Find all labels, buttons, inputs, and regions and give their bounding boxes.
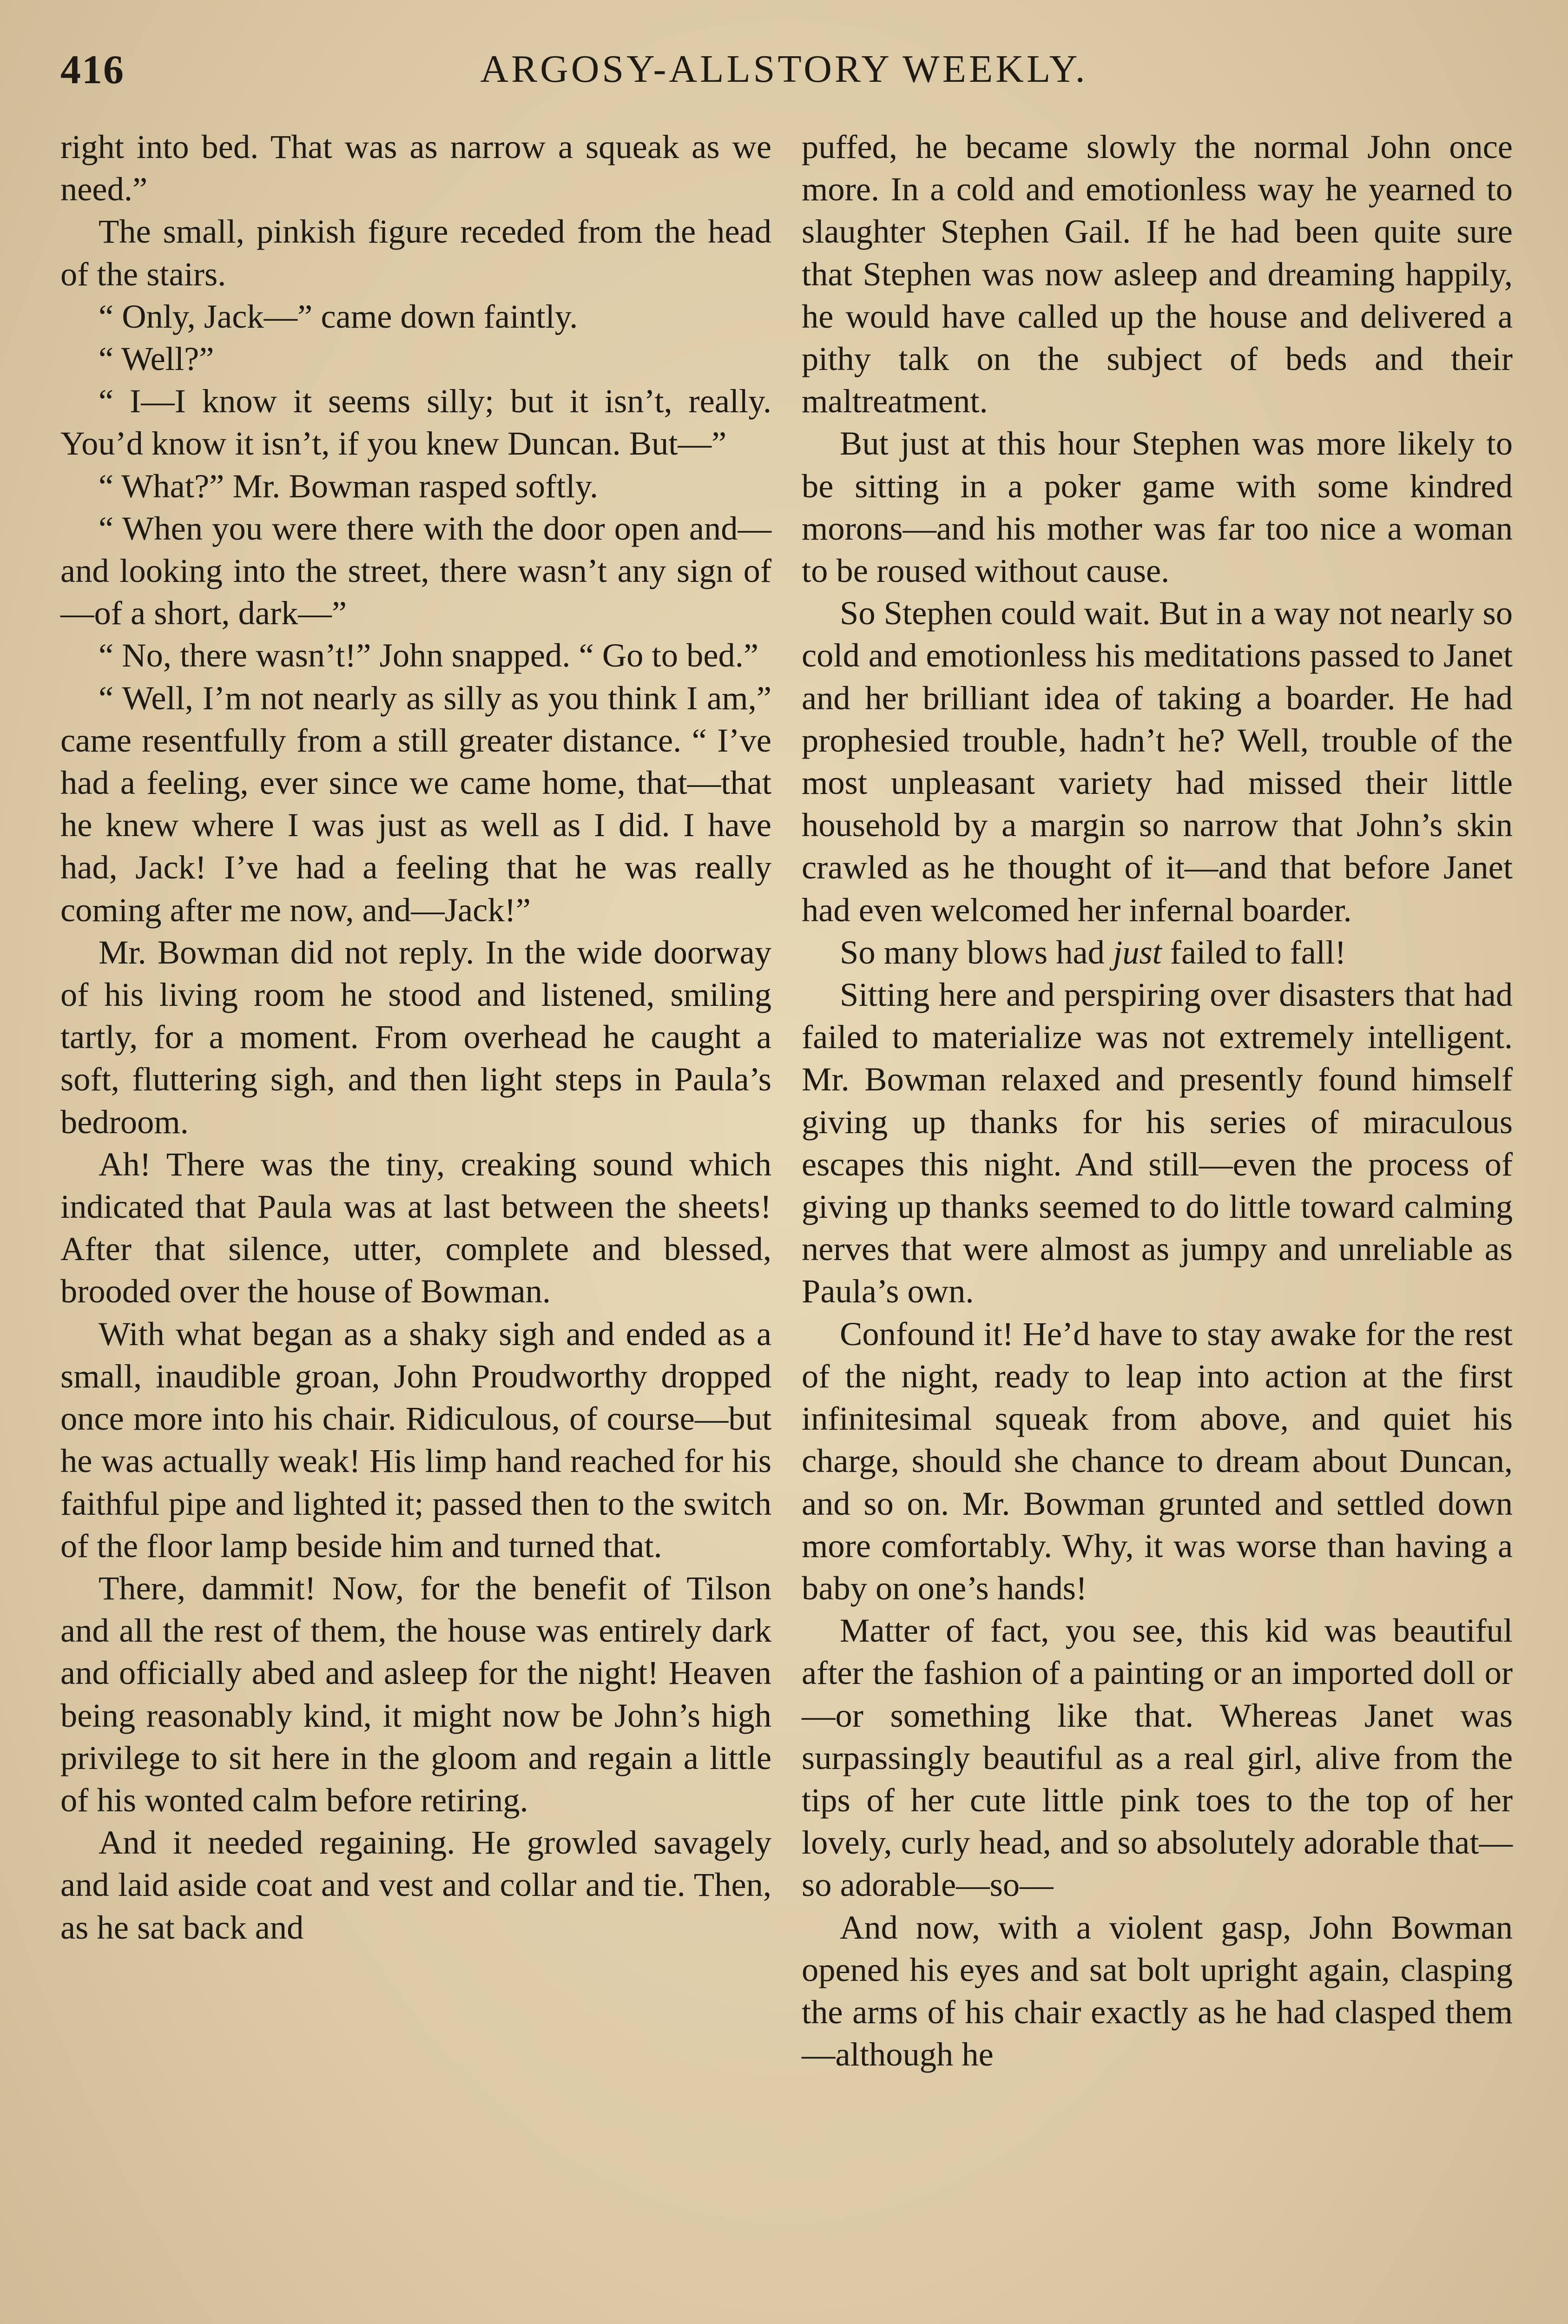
paragraph: “ Well, I’m not nearly as silly as you think I am,” came resentfully from a still greater distance. “ I’ve had a feeling, ever since we came home, that—that he knew where I was just as well as I did. I have had, Jack! I’ve had a feeling that he was really coming after me now, and—Jack!”	[60, 679, 771, 929]
running-head: ARGOSY-ALLSTORY WEEKLY.	[480, 47, 1088, 91]
paragraph: “ I—I know it seems silly; but it isn’t, really. You’d know it isn’t, if you knew Duncan. But—”	[60, 382, 771, 462]
paragraph: “ When you were there with the door open and—and looking into the street, there wasn’t any sign of—of a short, dark—”	[60, 509, 771, 632]
paragraph: The small, pinkish figure receded from the head of the stairs.	[60, 212, 771, 293]
paragraph: So Stephen could wait. But in a way not nearly so cold and emotionless his meditations passed to Janet and her brilliant idea of taking a boarder. He had prophesied trouble, hadn’t he? Well, trouble of the most unpleasant variety had missed their little household by a margin so narrow that John’s skin crawled as he thought of it—and that before Janet had even welcomed her infernal boarder.	[802, 594, 1513, 929]
paragraph: There, dammit! Now, for the benefit of Tilson and all the rest of them, the house was entirely dark and officially abed and asleep for the night! Heaven being reasonably kind, it might now be John’s high privilege to sit here in the gloom and regain a little of his wonted calm before retiring.	[60, 1569, 771, 1819]
paragraph: “ No, there wasn’t!” John snapped. “ Go to bed.”	[99, 636, 759, 674]
paragraph: And it needed regaining. He growled savagely and laid aside coat and vest and collar and tie. Then, as he sat back and	[60, 1823, 771, 1946]
paragraph-text: failed to fall!	[1161, 933, 1346, 971]
paragraph: Matter of fact, you see, this kid was beautiful after the fashion of a painting or an imported doll or—or something like that. Whereas Janet was surpassingly beautiful as a real girl, alive from the tips of her cute little pink toes to the top of her lovely, curly head, and so absolutely adorable that—so adorable—so—	[802, 1611, 1513, 1904]
paragraph: right into bed. That was as narrow a squeak as we need.”	[60, 128, 771, 208]
paragraph: And now, with a violent gasp, John Bowman opened his eyes and sat bolt upright again, clasping the arms of his chair exactly as he had clasped them—although he	[802, 1908, 1513, 2073]
paragraph: With what began as a shaky sigh and ended as a small, inaudible groan, John Proudworthy dropped once more into his chair. Ridiculous, of course—but he was actually weak! His limp hand reached for his faithful pipe and lighted it; passed then to the switch of the floor lamp beside him and turned that.	[60, 1314, 771, 1565]
paragraph: Ah! There was the tiny, creaking sound which indicated that Paula was at last between the sheets! After that silence, utter, complete and blessed, brooded over the house of Bowman.	[60, 1145, 771, 1310]
paragraph: “ What?” Mr. Bowman rasped softly.	[99, 467, 599, 505]
paragraph: “ Only, Jack—” came down faintly.	[99, 297, 578, 335]
text-column-left	[60, 125, 771, 2324]
paragraph: Confound it! He’d have to stay awake for the rest of the night, ready to leap into action at the first infinitesimal squeak from above, and quiet his charge, should she chance to dream about Duncan, and so on. Mr. Bowman grunted and settled down more comfortably. Why, it was worse than having a baby on one’s hands!	[802, 1314, 1513, 1607]
text-column-right	[802, 125, 1513, 2324]
paragraph: Sitting here and perspiring over disasters that had failed to materialize was not extremely intelligent. Mr. Bowman relaxed and presently found himself giving up thanks for his series of miraculous escapes this night. And still—even the process of giving up thanks seemed to do little toward calming nerves that were almost as jumpy and unreliable as Paula’s own.	[802, 976, 1513, 1310]
page-header	[60, 46, 1508, 102]
paragraph: “ Well?”	[99, 340, 214, 378]
paragraph-text: So many blows had	[840, 933, 1113, 971]
paragraph: Mr. Bowman did not reply. In the wide doorway of his living room he stood and listened, smiling tartly, for a moment. From overhead he caught a soft, fluttering sigh, and then light steps in Paula’s bedroom.	[60, 933, 771, 1141]
page-number: 416	[60, 47, 125, 92]
paragraph: But just at this hour Stephen was more likely to be sitting in a poker game with some kindred morons—and his mother was far too nice a woman to be roused without cause.	[802, 424, 1513, 590]
paragraph-emphasis	[802, 931, 1513, 973]
italic-word: just	[1113, 933, 1162, 971]
paragraph: puffed, he became slowly the normal John once more. In a cold and emotionless way he yearned to slaughter Stephen Gail. If he had been quite sure that Stephen was now asleep and dreaming happily, he would have called up the house and delivered a pithy talk on the subject of beds and their maltreatment.	[802, 128, 1513, 420]
